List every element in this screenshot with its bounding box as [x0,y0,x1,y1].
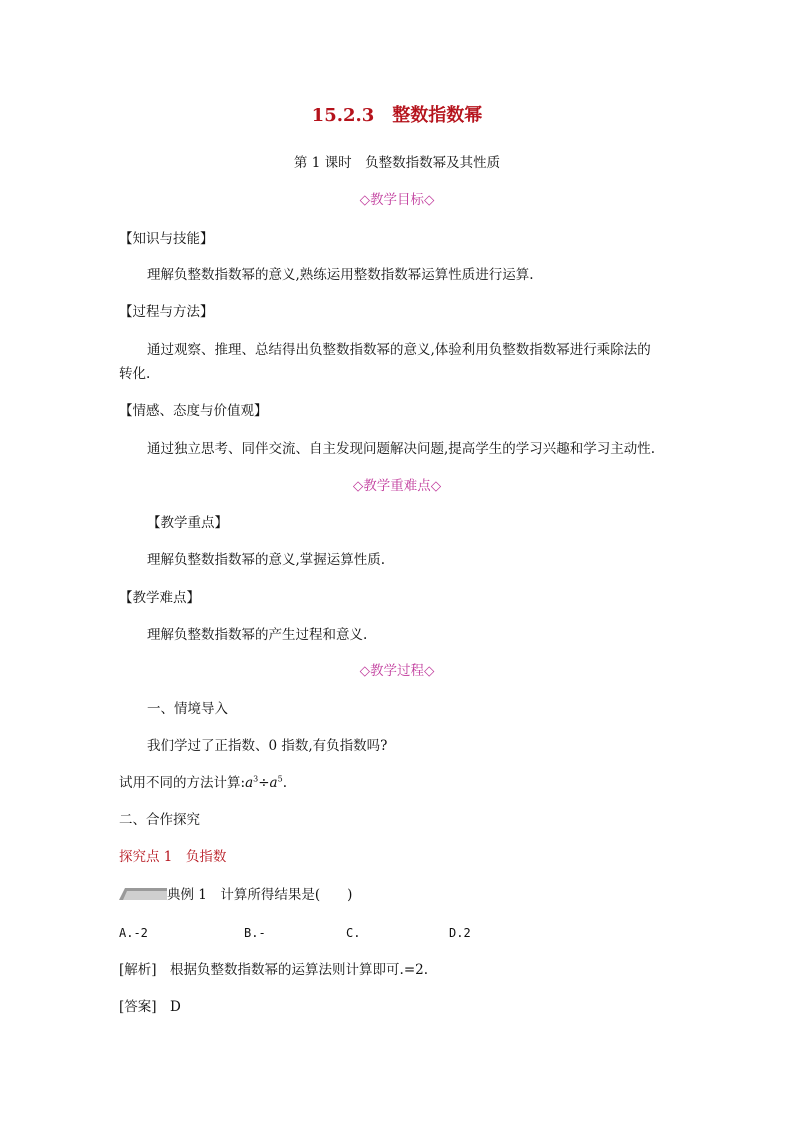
intro-try-text: 试用不同的方法计算: [119,775,246,791]
answer-text: [答案] D [119,999,181,1015]
attitude-heading: 【情感、态度与价值观】 [119,403,268,419]
page-title: 15.2.3 整数指数幂 [311,105,483,126]
method-text-line1: 通过观察、推理、总结得出负整数指数幂的意义,体验利用负整数指数幂进行乘除法的 [147,342,651,358]
intro-try [119,773,287,793]
option-a: A.-2 [119,926,148,940]
expr-exp-2: 5 [277,774,283,784]
intro-heading: 一、情境导入 [147,701,228,717]
explore-heading: 二、合作探究 [119,812,200,828]
option-b: B.- [244,926,266,940]
focus-heading: 【教学重点】 [147,515,228,531]
method-heading: 【过程与方法】 [119,304,214,320]
difficulty-text: 理解负整数指数幂的产生过程和意义. [147,627,368,643]
example-banner-icon [119,888,167,900]
section-objectives: ◇教学目标◇ [359,192,435,208]
difficulty-heading: 【教学难点】 [119,590,200,606]
analysis-text: [解析] 根据负整数指数幂的运算法则计算即可.=2. [119,962,429,978]
expr-base-1: a [245,775,254,791]
option-d: D.2 [449,926,471,940]
intro-question: 我们学过了正指数、0 指数,有负指数吗? [147,738,388,754]
explore-point-title: 探究点 1 负指数 [119,849,227,865]
knowledge-heading: 【知识与技能】 [119,231,214,247]
expr-exp-1: 3 [253,774,259,784]
expr-base-2: a [269,775,278,791]
section-process: ◇教学过程◇ [359,663,435,679]
option-c: C. [346,926,361,940]
expr-end: . [282,775,287,791]
example-text: 典例 1 计算所得结果是( ) [167,887,353,903]
focus-text: 理解负整数指数幂的意义,掌握运算性质. [147,552,386,568]
knowledge-text: 理解负整数指数幂的意义,熟练运用整数指数幂运算性质进行运算. [147,267,534,283]
lesson-subtitle: 第 1 课时 负整数指数幂及其性质 [293,155,501,171]
attitude-text: 通过独立思考、同伴交流、自主发现问题解决问题,提高学生的学习兴趣和学习主动性. [147,441,656,457]
section-key-points: ◇教学重难点◇ [352,478,442,494]
expr-operator: ÷ [258,775,270,791]
method-text-line2: 转化. [119,366,151,382]
